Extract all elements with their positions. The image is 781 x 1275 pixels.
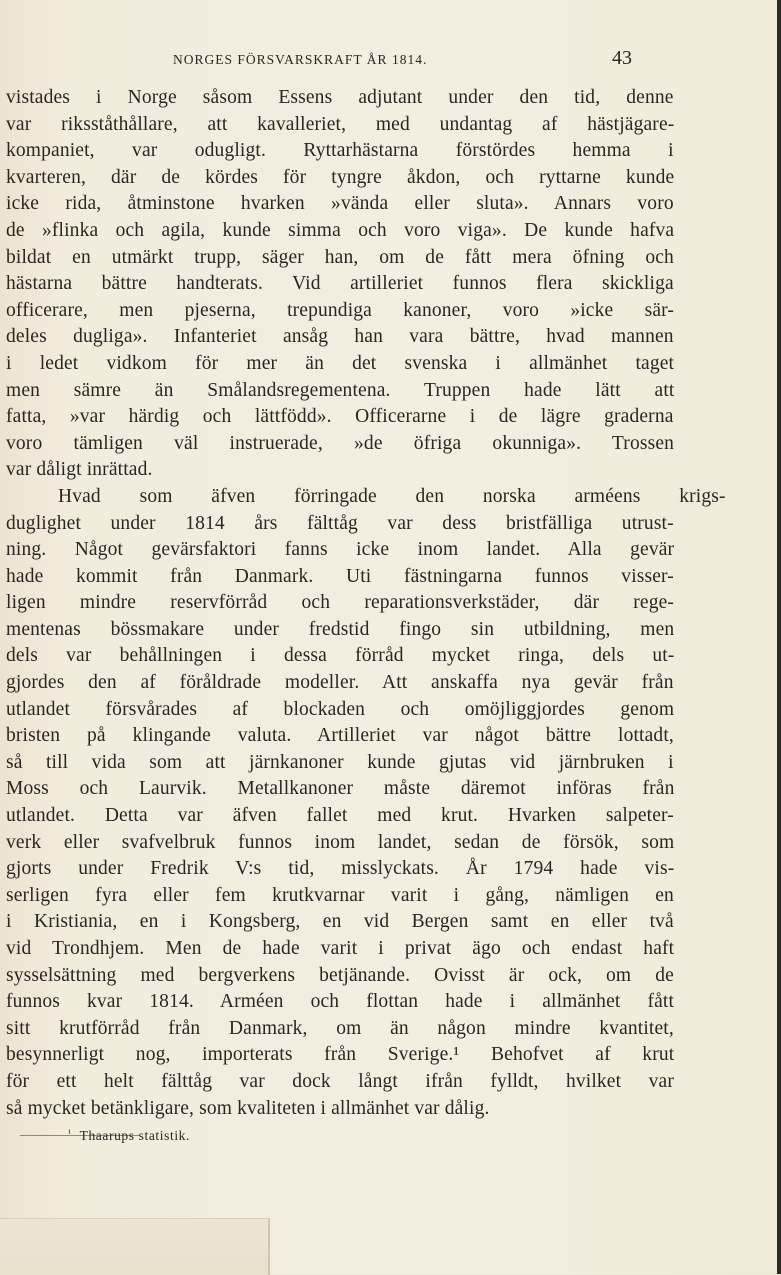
footnote bbox=[68, 1128, 190, 1144]
text-line: de »flinka och agila, kunde simma och voro viga». De kunde hafva bbox=[6, 219, 675, 241]
running-header bbox=[0, 47, 781, 74]
text-line: Moss och Laurvik. Metallkanoner måste däremot införas från bbox=[6, 778, 675, 800]
text-line: sysselsättning med bergverkens betjänande. Ovisst är ock, om de bbox=[6, 964, 674, 986]
text-line: ligen mindre reservförråd och reparationsverkstäder, där rege- bbox=[6, 592, 675, 614]
text-line: duglighet under 1814 års fälttåg var dess bristfälliga utrust- bbox=[6, 512, 674, 534]
text-line: bristen på klingande valuta. Artilleriet var något bättre lottadt, bbox=[6, 725, 674, 747]
text-line: officerare, men pjeserna, trepundiga kanoner, voro »icke sär- bbox=[6, 299, 675, 321]
text-line: hästarna bättre handterats. Vid artilleriet funnos flera skickliga bbox=[6, 273, 674, 295]
text-line: kvarteren, där de kördes för tyngre åkdon, och ryttarne kunde bbox=[6, 166, 675, 188]
text-line: sitt krutförråd från Danmark, om än någon mindre kvantitet, bbox=[6, 1017, 674, 1039]
text-line: gjorts under Fredrik V:s tid, misslyckats. År 1794 hade vis- bbox=[6, 858, 675, 880]
text-line: besynnerligt nog, importerats från Sverige.¹ Behofvet af krut bbox=[6, 1044, 675, 1066]
page-shadow-mark bbox=[0, 1218, 270, 1275]
text-line: mentenas bössmakare under fredstid fingo sin utbildning, men bbox=[6, 618, 675, 640]
text-line: serligen fyra eller fem krutkvarnar varit i gång, nämligen en bbox=[6, 884, 674, 906]
text-line: deles dugliga». Infanteriet ansåg han vara bättre, hvad mannen bbox=[6, 326, 674, 348]
text-line: så till vida som att järnkanoner kunde gjutas vid järnbruken i bbox=[6, 751, 674, 773]
text-line: hade kommit från Danmark. Uti fästningarna funnos visser- bbox=[6, 565, 674, 587]
text-line: i ledet vidkom för mer än det svenska i allmänhet taget bbox=[6, 352, 675, 374]
text-line: fatta, »var härdig och lättfödd». Officerarne i de lägre graderna bbox=[6, 406, 674, 428]
footnote-text: Thaarups statistik. bbox=[79, 1128, 190, 1143]
text-line: i Kristiania, en i Kongsberg, en vid Bergen samt en eller två bbox=[6, 911, 674, 933]
footnote-marker: ¹ bbox=[68, 1128, 72, 1139]
running-title: NORGES FÖRSVARSKRAFT ÅR 1814. bbox=[173, 52, 428, 67]
text-line: utlandet. Detta var äfven fallet med krut. Hvarken salpeter- bbox=[6, 805, 674, 827]
text-line: vid Trondhjem. Men de hade varit i privat ägo och endast haft bbox=[6, 938, 675, 959]
text-line: utlandet försvårades af blockaden och omöjliggjordes genom bbox=[6, 698, 675, 720]
text-line: ning. Något gevärsfaktori fanns icke inom landet. Alla gevär bbox=[6, 539, 675, 561]
text-line: voro tämligen väl instruerade, »de öfriga okunniga». Trossen bbox=[6, 432, 675, 454]
page-edge bbox=[777, 0, 781, 1274]
text-line: var riksståthållare, att kavalleriet, med undantag af hästjägare- bbox=[6, 113, 675, 135]
text-line: funnos kvar 1814. Arméen och flottan hade i allmänhet fått bbox=[6, 991, 675, 1013]
text-line: bildat en utmärkt trupp, säger han, om de fått mera öfning och bbox=[6, 246, 674, 268]
text-line: icke rida, åtminstone hvarken »vända eller sluta». Annars voro bbox=[6, 193, 674, 215]
text-line: vistades i Norge såsom Essens adjutant under den tid, denne bbox=[6, 87, 674, 108]
text-line: dels var behållningen i dessa förråd mycket ringa, dels ut- bbox=[6, 645, 675, 667]
page-number: 43 bbox=[612, 47, 632, 69]
text-line: verk eller svafvelbruk funnos inom landet, sedan de försök, som bbox=[6, 831, 675, 853]
text-line: kompaniet, var odugligt. Ryttarhästarna förstördes hemma i bbox=[6, 140, 674, 162]
text-line: så mycket betänkligare, som kvaliteten i allmänhet var dålig. bbox=[6, 1097, 490, 1119]
body-text bbox=[6, 85, 726, 1122]
text-line: var dåligt inrättad. bbox=[6, 459, 153, 481]
text-line: Hvad som äfven förringade den norska arméens krigs- bbox=[58, 485, 726, 507]
text-line: men sämre än Smålandsregementena. Truppen hade lätt att bbox=[6, 379, 675, 401]
text-line: gjordes den af föråldrade modeller. Att anskaffa nya gevär från bbox=[6, 672, 674, 694]
text-line: för ett helt fälttåg var dock långt ifrån fylldt, hvilket var bbox=[6, 1070, 674, 1092]
